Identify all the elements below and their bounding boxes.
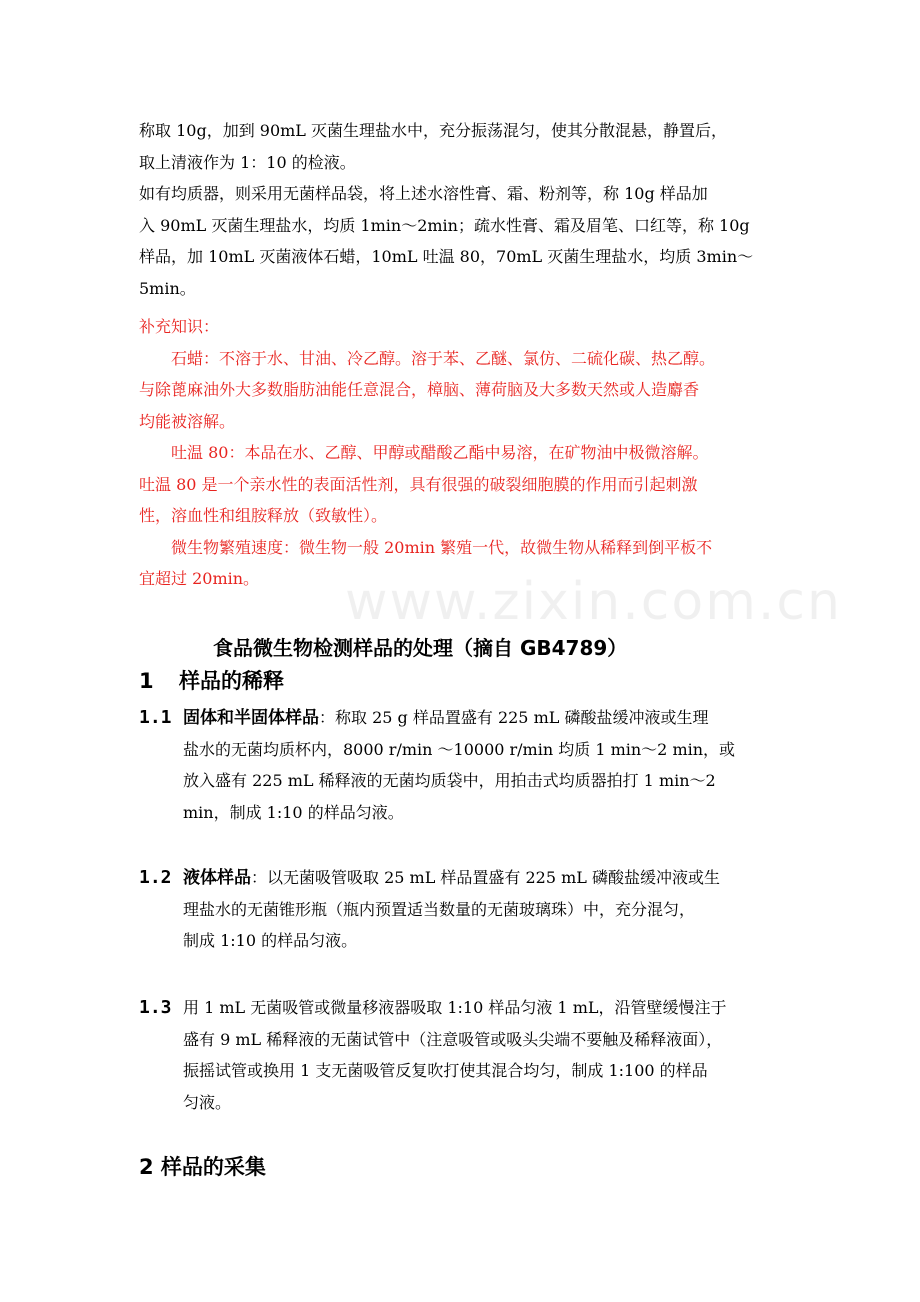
item-heading: 液体样品 — [183, 868, 251, 888]
supplement-section — [139, 311, 715, 595]
item-line: min，制成 1:10 的样品匀液。 — [183, 802, 404, 822]
item-line: 理盐水的无菌锥形瓶（瓶内预置适当数量的无菌玻璃珠）中，充分混匀， — [183, 899, 696, 919]
item-heading: 固体和半固体样品 — [183, 708, 319, 728]
section-number: 1 — [139, 669, 154, 693]
item-line: 制成 1:10 的样品匀液。 — [183, 931, 358, 950]
item-line: 盛有 9 mL 稀释液的无菌试管中（注意吸管或吸头尖端不要触及稀释液面）， — [183, 1029, 723, 1049]
supplement-line: 宜超过 20min。 — [139, 569, 260, 588]
section-1-heading — [139, 664, 284, 698]
item-body — [183, 862, 720, 957]
supplement-line: 与除蓖麻油外大多数脂肪油能任意混合，樟脑、薄荷脑及大多数天然或人造麝香 — [139, 380, 700, 399]
item-number: 1.1 — [139, 707, 172, 728]
intro-line: 样品，加 10mL 灭菌液体石蜡，10mL 吐温 80，70mL 灭菌生理盐水，均质 3min～ — [139, 247, 754, 266]
item-body — [183, 702, 735, 828]
supplement-line: 石蜡：不溶于水、甘油、冷乙醇。溶于苯、乙醚、氯仿、二硫化碳、热乙醇。 — [139, 348, 716, 368]
item-number: 1.3 — [139, 997, 172, 1018]
section-title: 样品的稀释 — [179, 669, 284, 693]
supplement-line: 吐温 80 是一个亲水性的表面活性剂，具有很强的破裂细胞膜的作用而引起刺激 — [139, 474, 698, 494]
item-text: ：称取 25 g 样品置盛有 225 mL 磷酸盐缓冲液或生理 — [319, 708, 709, 727]
supplement-heading: 补充知识： — [139, 317, 220, 336]
intro-paragraph — [139, 115, 753, 304]
intro-line: 入 90mL 灭菌生理盐水，均质 1min～2min；疏水性膏、霜及眉笔、口红等，称 10g — [139, 215, 750, 235]
item-line: 匀液。 — [183, 1092, 232, 1112]
intro-line: 称取 10g，加到 90mL 灭菌生理盐水中，充分振荡混匀，使其分散混悬，静置后， — [139, 121, 728, 140]
item-body — [183, 992, 727, 1118]
item-first-line — [183, 862, 720, 894]
item-first-line: 用 1 mL 无菌吸管或微量移液器吸取 1:10 样品匀液 1 mL，沿管壁缓慢注于 — [183, 998, 727, 1017]
item-text: ：以无菌吸管吸取 25 mL 样品置盛有 225 mL 磷酸盐缓冲液或生 — [251, 868, 721, 887]
item-line: 振摇试管或换用 1 支无菌吸管反复吹打使其混合均匀，制成 1:100 的样品 — [183, 1061, 708, 1080]
document-title: 食品微生物检测样品的处理（摘自 GB4789） — [213, 636, 628, 660]
section-2-heading: 2 样品的采集 — [139, 1155, 266, 1179]
item-number: 1.2 — [139, 867, 172, 888]
item-first-line — [183, 702, 735, 734]
intro-line: 如有均质器，则采用无菌样品袋，将上述水溶性膏、霜、粉剂等，称 10g 样品加 — [139, 184, 708, 203]
item-line: 盐水的无菌均质杯内，8000 r/min ～10000 r/min 均质 1 min～2 min，或 — [183, 739, 736, 759]
supplement-line: 微生物繁殖速度：微生物一般 20min 繁殖一代，故微生物从稀释到倒平板不 — [139, 537, 713, 557]
watermark: www.zixin.com.cn — [345, 572, 842, 632]
intro-line: 取上清液作为 1：10 的检液。 — [139, 152, 356, 172]
supplement-line: 均能被溶解。 — [139, 411, 236, 431]
supplement-line: 吐温 80：本品在水、乙醇、甲醇或醋酸乙酯中易溶，在矿物油中极微溶解。 — [139, 443, 709, 462]
supplement-line: 性，溶血性和组胺释放（致敏性）。 — [139, 506, 388, 525]
intro-line: 5min。 — [139, 278, 196, 298]
item-line: 放入盛有 225 mL 稀释液的无菌均质袋中，用拍击式均质器拍打 1 min～2 — [183, 771, 716, 790]
